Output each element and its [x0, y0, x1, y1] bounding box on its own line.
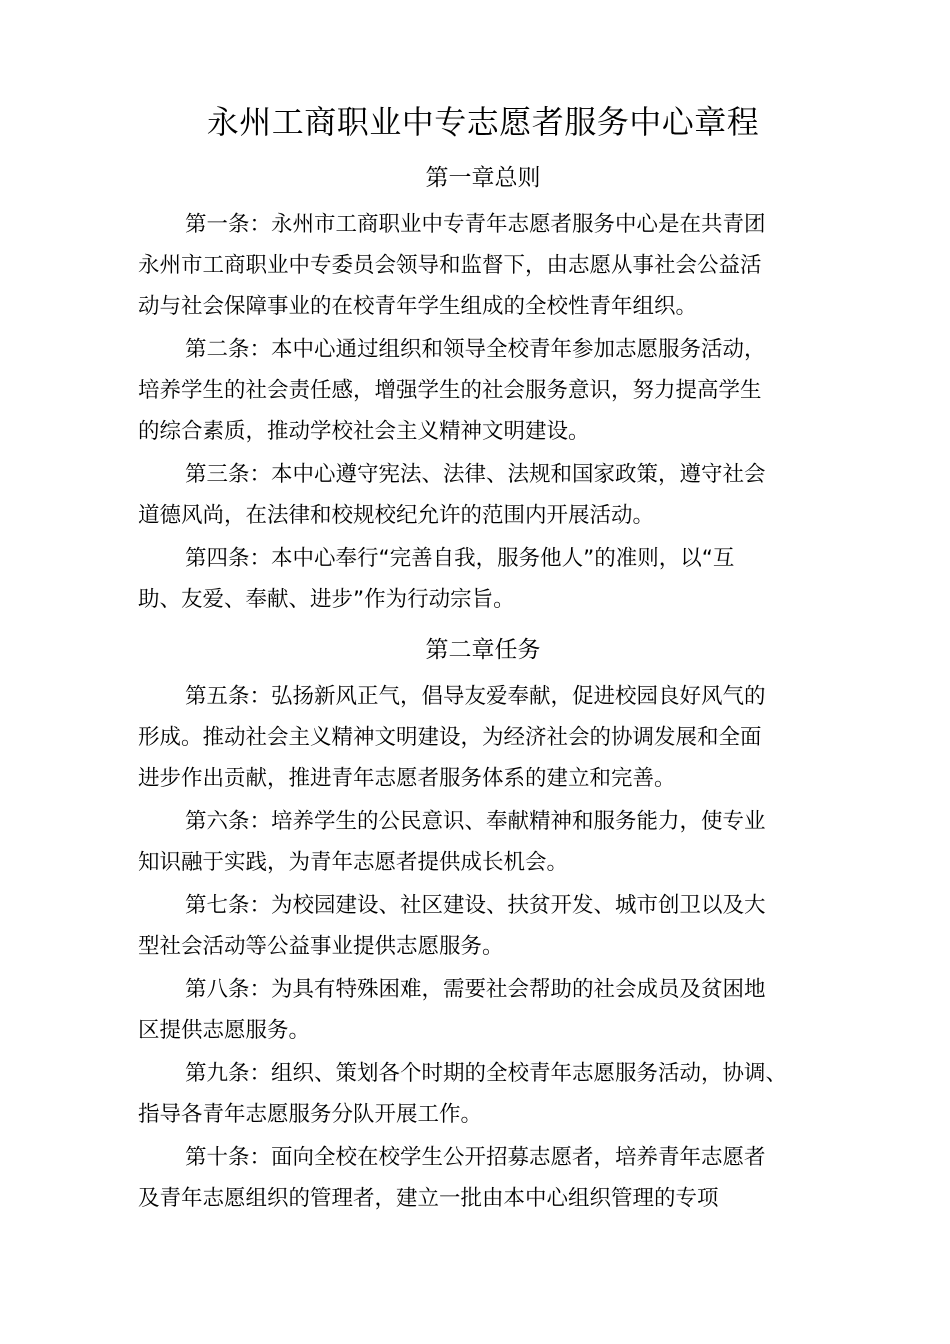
article-line: 第五条：弘扬新风正气，倡导友爱奉献，促进校园良好风气的	[185, 684, 766, 709]
article-10	[138, 1137, 828, 1219]
article-3	[138, 454, 828, 536]
article-line: 第八条：为具有特殊困难，需要社会帮助的社会成员及贫困地	[185, 977, 766, 1002]
article-line: 永州市工商职业中专委员会领导和监督下，由志愿从事社会公益活	[138, 253, 762, 278]
article-line: 及青年志愿组织的管理者，建立一批由本中心组织管理的专项	[138, 1186, 719, 1211]
article-line: 区提供志愿服务。	[138, 1018, 311, 1043]
article-9	[138, 1053, 828, 1135]
article-line: 指导各青年志愿服务分队开展工作。	[138, 1102, 483, 1127]
article-line: 第七条：为校园建设、社区建设、扶贫开发、城市创卫以及大	[185, 893, 766, 918]
article-2	[138, 329, 828, 452]
article-line: 道德风尚，在法律和校规校纪允许的范围内开展活动。	[138, 503, 655, 528]
document-title: 永州工商职业中专志愿者服务中心章程	[206, 103, 760, 141]
article-line: 形成。推动社会主义精神文明建设，为经济社会的协调发展和全面	[138, 725, 762, 750]
article-line: 助、友爱、奉献、进步”作为行动宗旨。	[138, 587, 515, 612]
article-line: 第二条：本中心通过组织和领导全校青年参加志愿服务活动，	[185, 337, 766, 362]
article-line: 进步作出贡献，推进青年志愿者服务体系的建立和完善。	[138, 766, 676, 791]
article-line: 动与社会保障事业的在校青年学生组成的全校性青年组织。	[138, 294, 698, 319]
article-5	[138, 676, 828, 799]
article-8	[138, 969, 828, 1051]
chapter-1	[138, 158, 828, 620]
chapter-2	[138, 630, 828, 1219]
article-line: 第六条：培养学生的公民意识、奉献精神和服务能力，使专业	[185, 809, 766, 834]
article-line: 第三条：本中心遵守宪法、法律、法规和国家政策，遵守社会	[185, 462, 766, 487]
document-page	[138, 96, 828, 1221]
article-line: 第十条：面向全校在校学生公开招募志愿者，培养青年志愿者	[185, 1145, 766, 1170]
article-1	[138, 204, 828, 327]
chapter-heading: 第二章任务	[425, 637, 541, 663]
article-line: 的综合素质，推动学校社会主义精神文明建设。	[138, 419, 590, 444]
article-line: 第一条：永州市工商职业中专青年志愿者服务中心是在共青团	[185, 212, 766, 237]
article-7	[138, 885, 828, 967]
article-line: 型社会活动等公益事业提供志愿服务。	[138, 934, 504, 959]
article-4	[138, 538, 828, 620]
article-line: 第四条：本中心奉行“完善自我，服务他人”的准则，以“互	[185, 546, 735, 571]
chapter-heading: 第一章总则	[425, 165, 541, 191]
article-line: 培养学生的社会责任感，增强学生的社会服务意识，努力提高学生	[138, 378, 762, 403]
article-line: 知识融于实践，为青年志愿者提供成长机会。	[138, 850, 569, 875]
article-line: 第九条：组织、策划各个时期的全校青年志愿服务活动，协调、	[185, 1061, 788, 1086]
article-6	[138, 801, 828, 883]
